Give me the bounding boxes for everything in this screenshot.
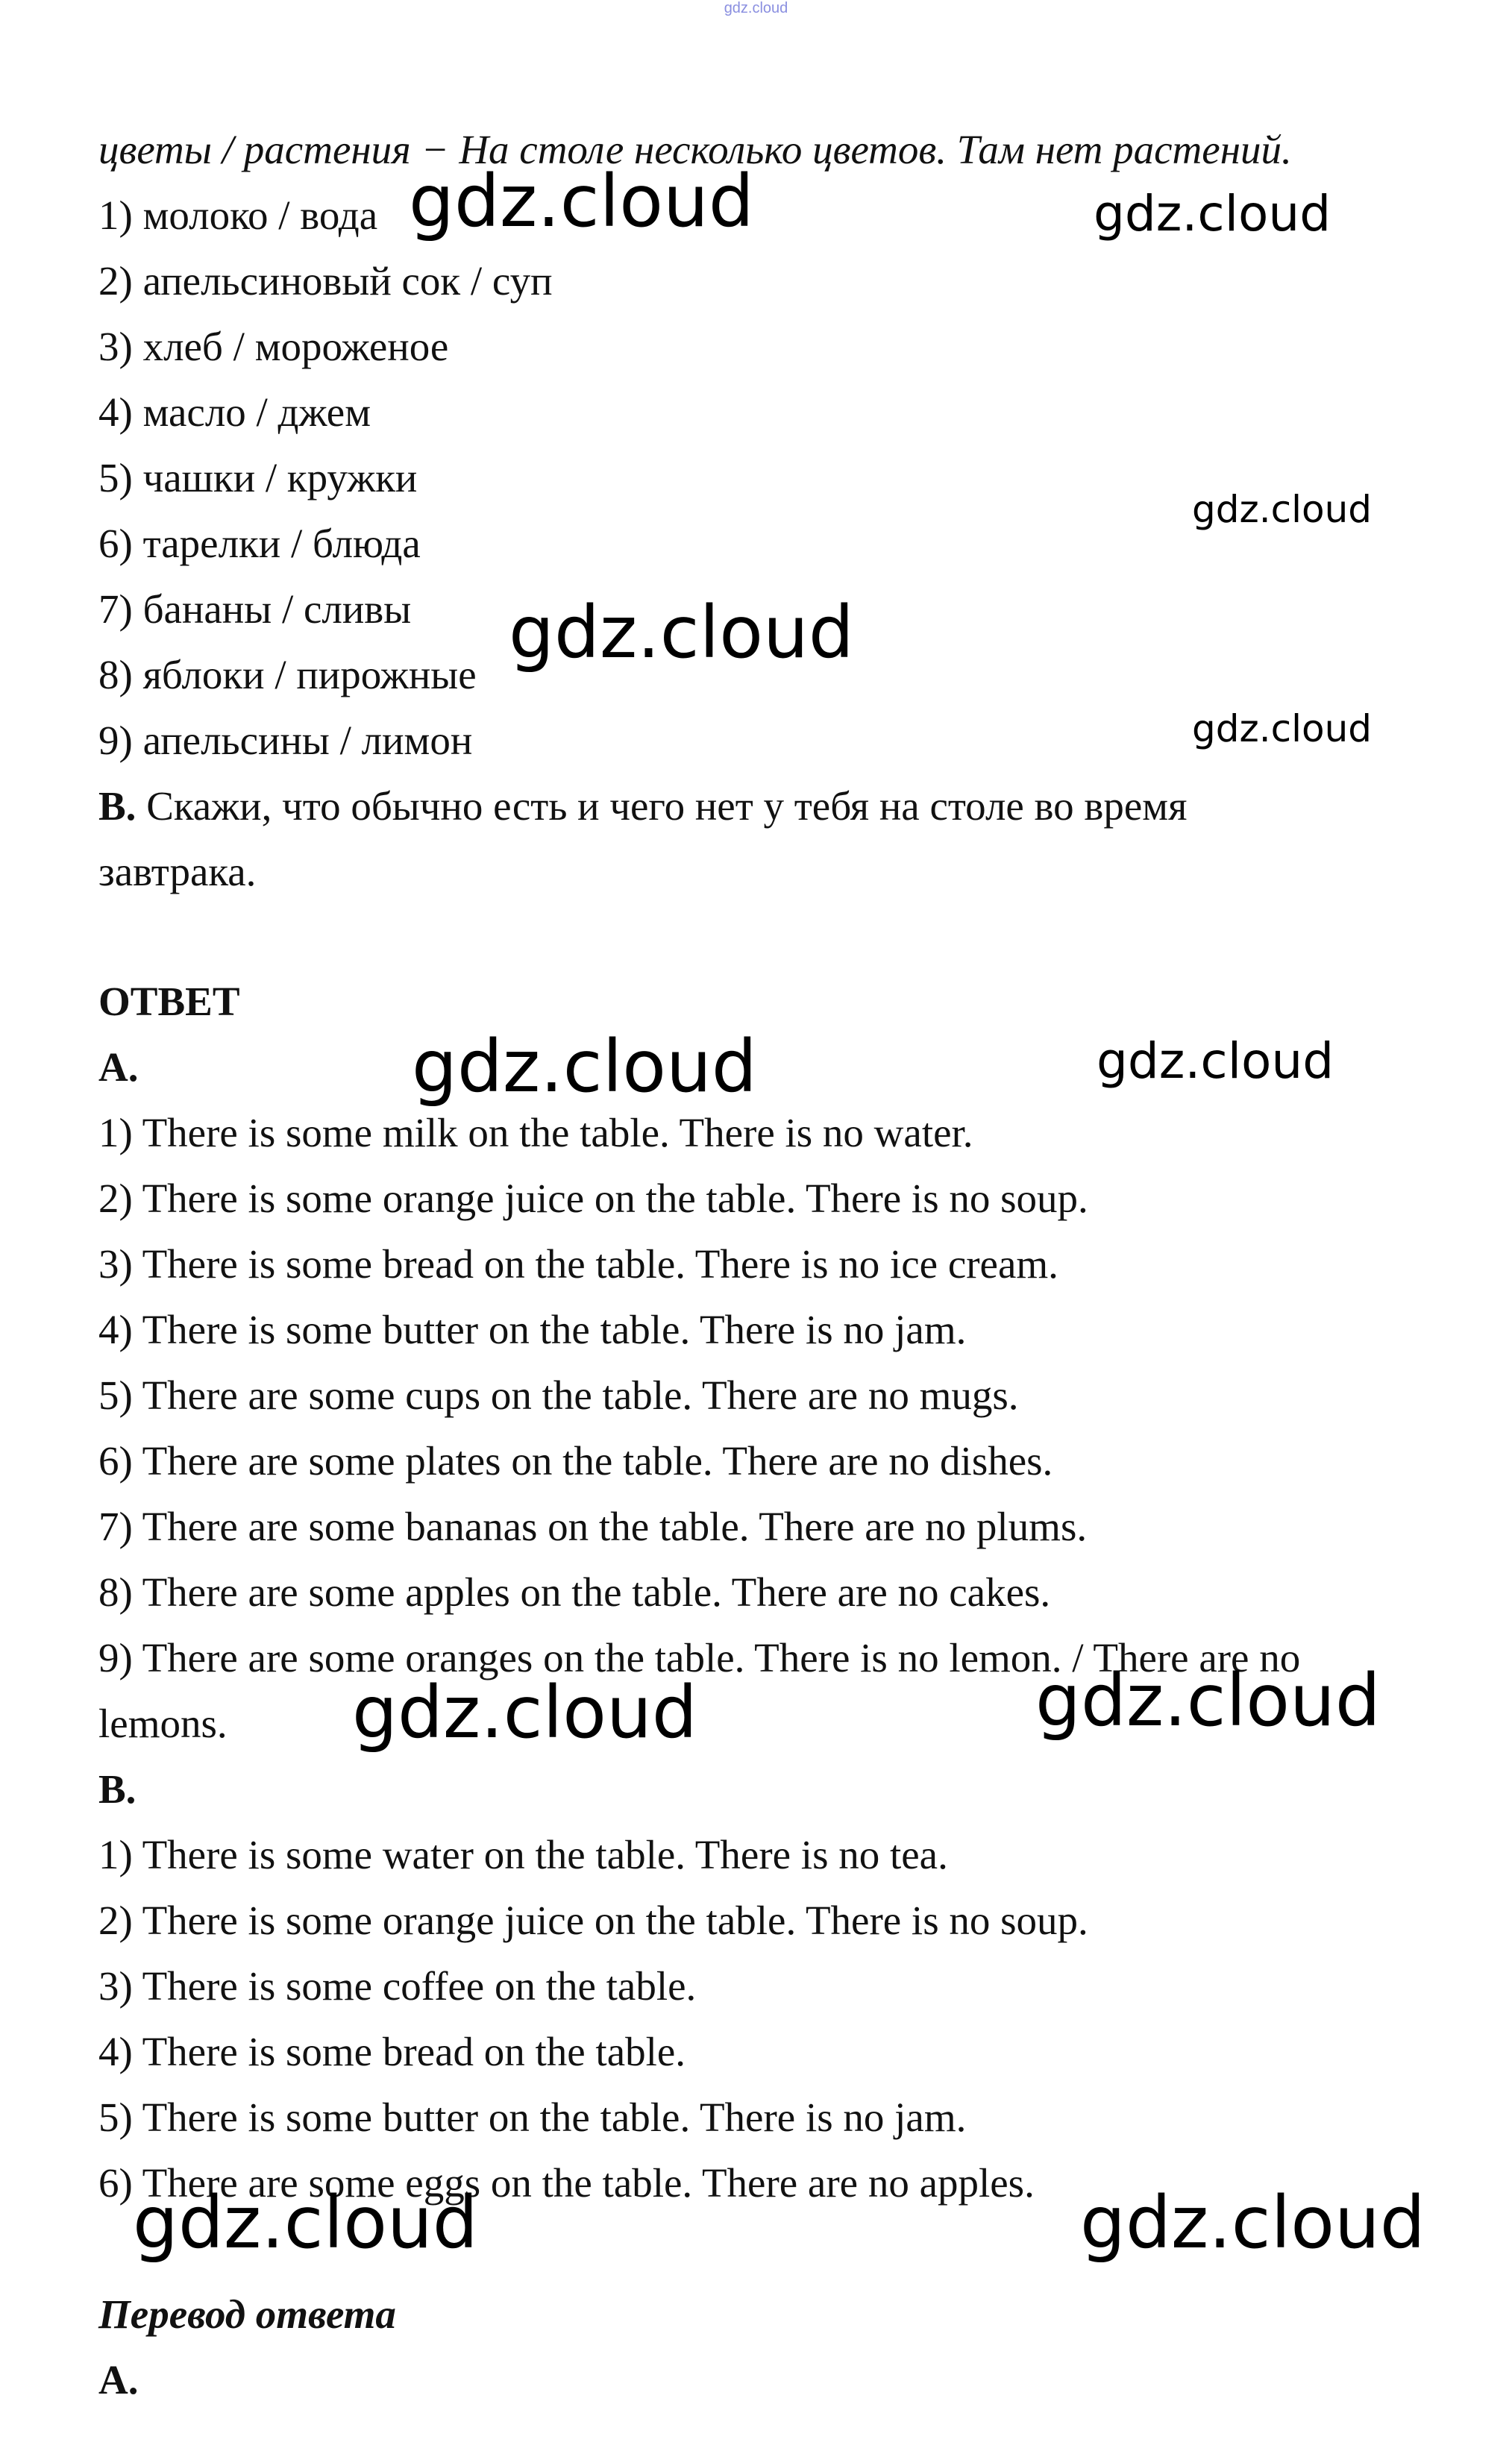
top-watermark: gdz.cloud (724, 0, 788, 16)
answer-a-item: 5) There are some cups on the table. There are no mugs. (98, 1372, 1019, 1418)
task-item: 2) апельсиновый сок / суп (98, 258, 553, 304)
answer-a-label: A. (98, 1044, 139, 1090)
watermark-logo: gdz.cloud (1192, 488, 1373, 531)
watermark-logo: gdz.cloud (1035, 1659, 1381, 1742)
watermark-logo: gdz.cloud (1192, 707, 1373, 750)
watermark-logo: gdz.cloud (352, 1671, 697, 1754)
task-b-text-continued: завтрака. (98, 849, 257, 894)
answer-b-item: 4) There is some bread on the table. (98, 2029, 686, 2074)
task-item: 5) чашки / кружки (98, 455, 418, 500)
answer-a-item: 8) There are some apples on the table. There are no cakes. (98, 1569, 1051, 1615)
answer-a-item: 3) There is some bread on the table. There is no ice cream. (98, 1241, 1058, 1287)
task-item: 6) тарелки / блюда (98, 521, 421, 566)
translation-a-label: A. (98, 2357, 139, 2403)
task-item: 8) яблоки / пирожные (98, 652, 477, 697)
answer-b-item: 6) There are some eggs on the table. There are no apples. (98, 2160, 1035, 2206)
watermark-logo: gdz.cloud (1097, 1032, 1334, 1090)
answer-a-item: 4) There is some butter on the table. There is no jam. (98, 1307, 967, 1352)
task-b-text: Скажи, что обычно есть и чего нет у тебя на столе во время (136, 783, 1188, 829)
answer-b-label: B. (98, 1766, 137, 1812)
task-example: цветы / растения − На столе несколько цветов. Там нет растений. (98, 127, 1292, 172)
watermark-logo: gdz.cloud (409, 160, 754, 243)
answer-a-item: 2) There is some orange juice on the table. There is no soup. (98, 1176, 1088, 1221)
watermark-logo: gdz.cloud (1080, 2181, 1425, 2265)
task-item: 3) хлеб / мороженое (98, 324, 449, 369)
answer-b-item: 2) There is some orange juice on the table. There is no soup. (98, 1898, 1088, 1943)
task-item: 4) масло / джем (98, 389, 371, 435)
answer-b-item: 5) There is some butter on the table. There is no jam. (98, 2094, 967, 2140)
answer-heading: ОТВЕТ (98, 979, 240, 1024)
answer-a-item: 6) There are some plates on the table. There are no dishes. (98, 1438, 1053, 1484)
answer-b-item: 3) There is some coffee on the table. (98, 1963, 697, 2009)
answer-a-item: 7) There are some bananas on the table. There are no plums. (98, 1504, 1088, 1549)
answer-a-item: 1) There is some milk on the table. There is no water. (98, 1110, 973, 1155)
task-item: 1) молоко / вода (98, 192, 378, 238)
answer-a-item: 9) There are some oranges on the table. There is no lemon. / There are no (98, 1635, 1301, 1681)
task-item: 7) бананы / сливы (98, 586, 412, 632)
answer-a-item-continued: lemons. (98, 1701, 228, 1746)
task-b-label: B. (98, 783, 137, 829)
task-b-line (98, 782, 1187, 831)
watermark-logo: gdz.cloud (509, 591, 854, 674)
watermark-logo: gdz.cloud (1094, 185, 1331, 242)
watermark-logo: gdz.cloud (412, 1025, 757, 1108)
translation-heading: Перевод ответа (98, 2291, 396, 2337)
watermark-logo: gdz.cloud (133, 2181, 478, 2265)
answer-b-item: 1) There is some water on the table. There is no tea. (98, 1832, 948, 1877)
task-item: 9) апельсины / лимон (98, 718, 473, 763)
